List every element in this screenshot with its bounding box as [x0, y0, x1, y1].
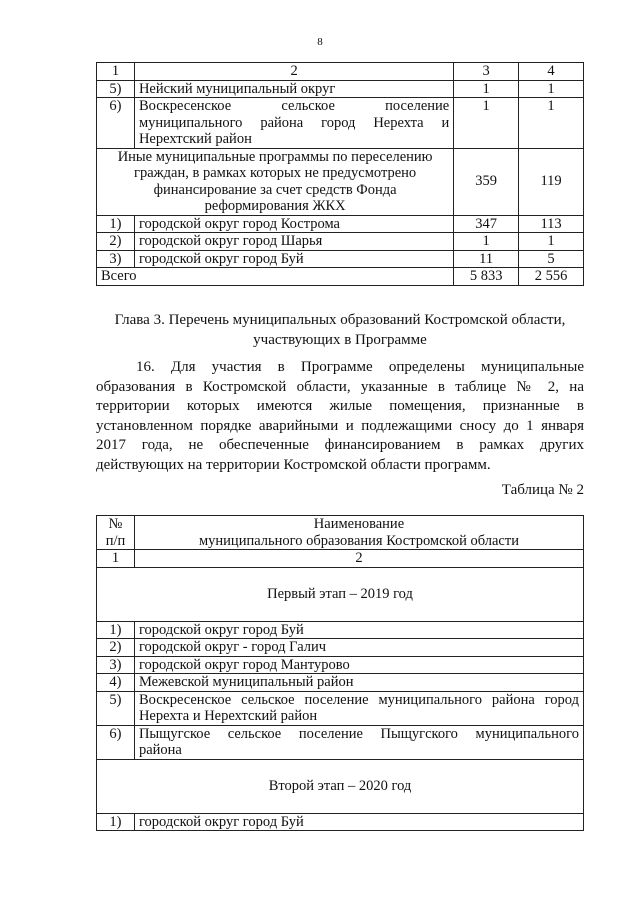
- row-value: 359: [454, 148, 519, 215]
- paragraph-line: образования в Костромской области, указанные в таблице № 2, на: [96, 378, 584, 395]
- row-number: 6): [97, 725, 135, 759]
- row-name: [134, 98, 453, 149]
- table-row: [97, 215, 584, 233]
- total-row: [97, 268, 584, 286]
- header-line: муниципального образования Костромской области: [198, 532, 519, 549]
- row-name: городской округ город Буй: [134, 621, 583, 639]
- row-name: городской округ город Мантурово: [134, 656, 583, 674]
- header-line: №: [108, 516, 123, 532]
- table-label: Таблица № 2: [501, 482, 584, 498]
- stage-row: [97, 759, 584, 813]
- row-value: 119: [519, 148, 584, 215]
- row-name-line: муниципального района город Нерехта и: [138, 114, 450, 131]
- row-number: 1): [97, 215, 135, 233]
- table-row: [97, 674, 584, 692]
- row-value: 113: [519, 215, 584, 233]
- table-row: [97, 80, 584, 98]
- header-cell: 4: [519, 63, 584, 81]
- chapter-heading-line: Глава 3. Перечень муниципальных образований Костромской области,: [114, 312, 566, 328]
- column-number: 2: [134, 550, 583, 568]
- row-value: 1: [519, 233, 584, 251]
- row-name-line: Нерехта и Нерехтский район: [138, 708, 318, 724]
- row-number: 1): [97, 813, 135, 831]
- stage-row: [97, 567, 584, 621]
- row-name: городской округ город Буй: [134, 250, 453, 268]
- table-row: [97, 691, 584, 725]
- column-number: 1: [97, 550, 135, 568]
- row-value: 1: [519, 98, 584, 149]
- row-number: 2): [97, 639, 135, 657]
- paragraph-line: действующих на территории Костромской области программ.: [96, 456, 491, 473]
- row-number: 6): [97, 98, 135, 149]
- header-cell: 1: [97, 63, 135, 81]
- table-header-row: [97, 63, 584, 81]
- chapter-heading-line: участвующих в Программе: [253, 332, 427, 348]
- row-name: городской округ город Шарья: [134, 233, 453, 251]
- merged-line: реформирования ЖКХ: [204, 198, 346, 214]
- table-row: [97, 639, 584, 657]
- row-number: 1): [97, 621, 135, 639]
- stage-title: Первый этап – 2019 год: [97, 567, 584, 621]
- table-header-row: [97, 516, 584, 550]
- row-name-line: района: [138, 742, 182, 758]
- row-number: 3): [97, 656, 135, 674]
- paragraph-line: 16. Для участия в Программе определены муниципальные: [136, 359, 584, 375]
- table-row: [97, 233, 584, 251]
- row-number: 4): [97, 674, 135, 692]
- paragraph-16: [96, 358, 584, 475]
- header-line: Наименование: [313, 516, 405, 532]
- row-name: [134, 691, 583, 725]
- table-row: [97, 98, 584, 149]
- table-row: [97, 621, 584, 639]
- row-value: 1: [454, 80, 519, 98]
- paragraph-line: 2017 года, не обеспеченные финансированием в рамках других: [96, 437, 584, 453]
- paragraph-line: установленном порядке аварийными и подлежащими сносу до 1 января: [96, 417, 584, 434]
- table-row: [97, 250, 584, 268]
- header-line: п/п: [105, 532, 126, 549]
- header-name-cell: [134, 516, 583, 550]
- merged-line: Иные муниципальные программы по переселению: [117, 148, 433, 165]
- municipalities-table: [96, 515, 584, 831]
- merged-line: граждан, в рамках которых не предусмотрено: [134, 165, 417, 181]
- chapter-heading: [96, 310, 584, 350]
- stage-title: Второй этап – 2020 год: [97, 759, 584, 813]
- header-number-cell: [97, 516, 135, 550]
- merged-line: финансирование за счет средств Фонда: [153, 181, 397, 198]
- row-value: 1: [519, 80, 584, 98]
- row-name: городской округ город Буй: [134, 813, 583, 831]
- total-value: 5 833: [454, 268, 519, 286]
- programs-table: [96, 62, 584, 286]
- table-row: [97, 813, 584, 831]
- row-value: 1: [454, 233, 519, 251]
- page-number: 8: [317, 36, 323, 48]
- total-label: Всего: [97, 268, 454, 286]
- header-cell: 2: [134, 63, 453, 81]
- table-row: [97, 148, 584, 215]
- table-row: [97, 656, 584, 674]
- row-name: городской округ - город Галич: [134, 639, 583, 657]
- row-name-line: Воскресенское сельское поселение муниципального района город: [138, 691, 579, 708]
- table-row: [97, 725, 584, 759]
- row-number: 5): [97, 80, 135, 98]
- row-number: 2): [97, 233, 135, 251]
- row-name: Нейский муниципальный округ: [134, 80, 453, 98]
- row-name: городской округ город Кострома: [134, 215, 453, 233]
- row-value: 11: [454, 250, 519, 268]
- total-value: 2 556: [519, 268, 584, 286]
- column-numbers-row: [97, 550, 584, 568]
- row-number: 5): [97, 691, 135, 725]
- row-value: 5: [519, 250, 584, 268]
- row-value: 1: [454, 98, 519, 149]
- row-name-line: Воскресенское сельское поселение: [138, 98, 450, 114]
- header-cell: 3: [454, 63, 519, 81]
- row-name-line: Нерехтский район: [138, 131, 252, 147]
- row-name: [134, 725, 583, 759]
- row-value: 347: [454, 215, 519, 233]
- paragraph-line: территории которых имеются жилые помещения, признанные в: [96, 398, 584, 414]
- row-name-line: Пыщугское сельское поселение Пыщугского муниципального: [138, 725, 579, 742]
- row-name: Межевской муниципальный район: [134, 674, 583, 692]
- row-number: 3): [97, 250, 135, 268]
- merged-name: [97, 148, 454, 215]
